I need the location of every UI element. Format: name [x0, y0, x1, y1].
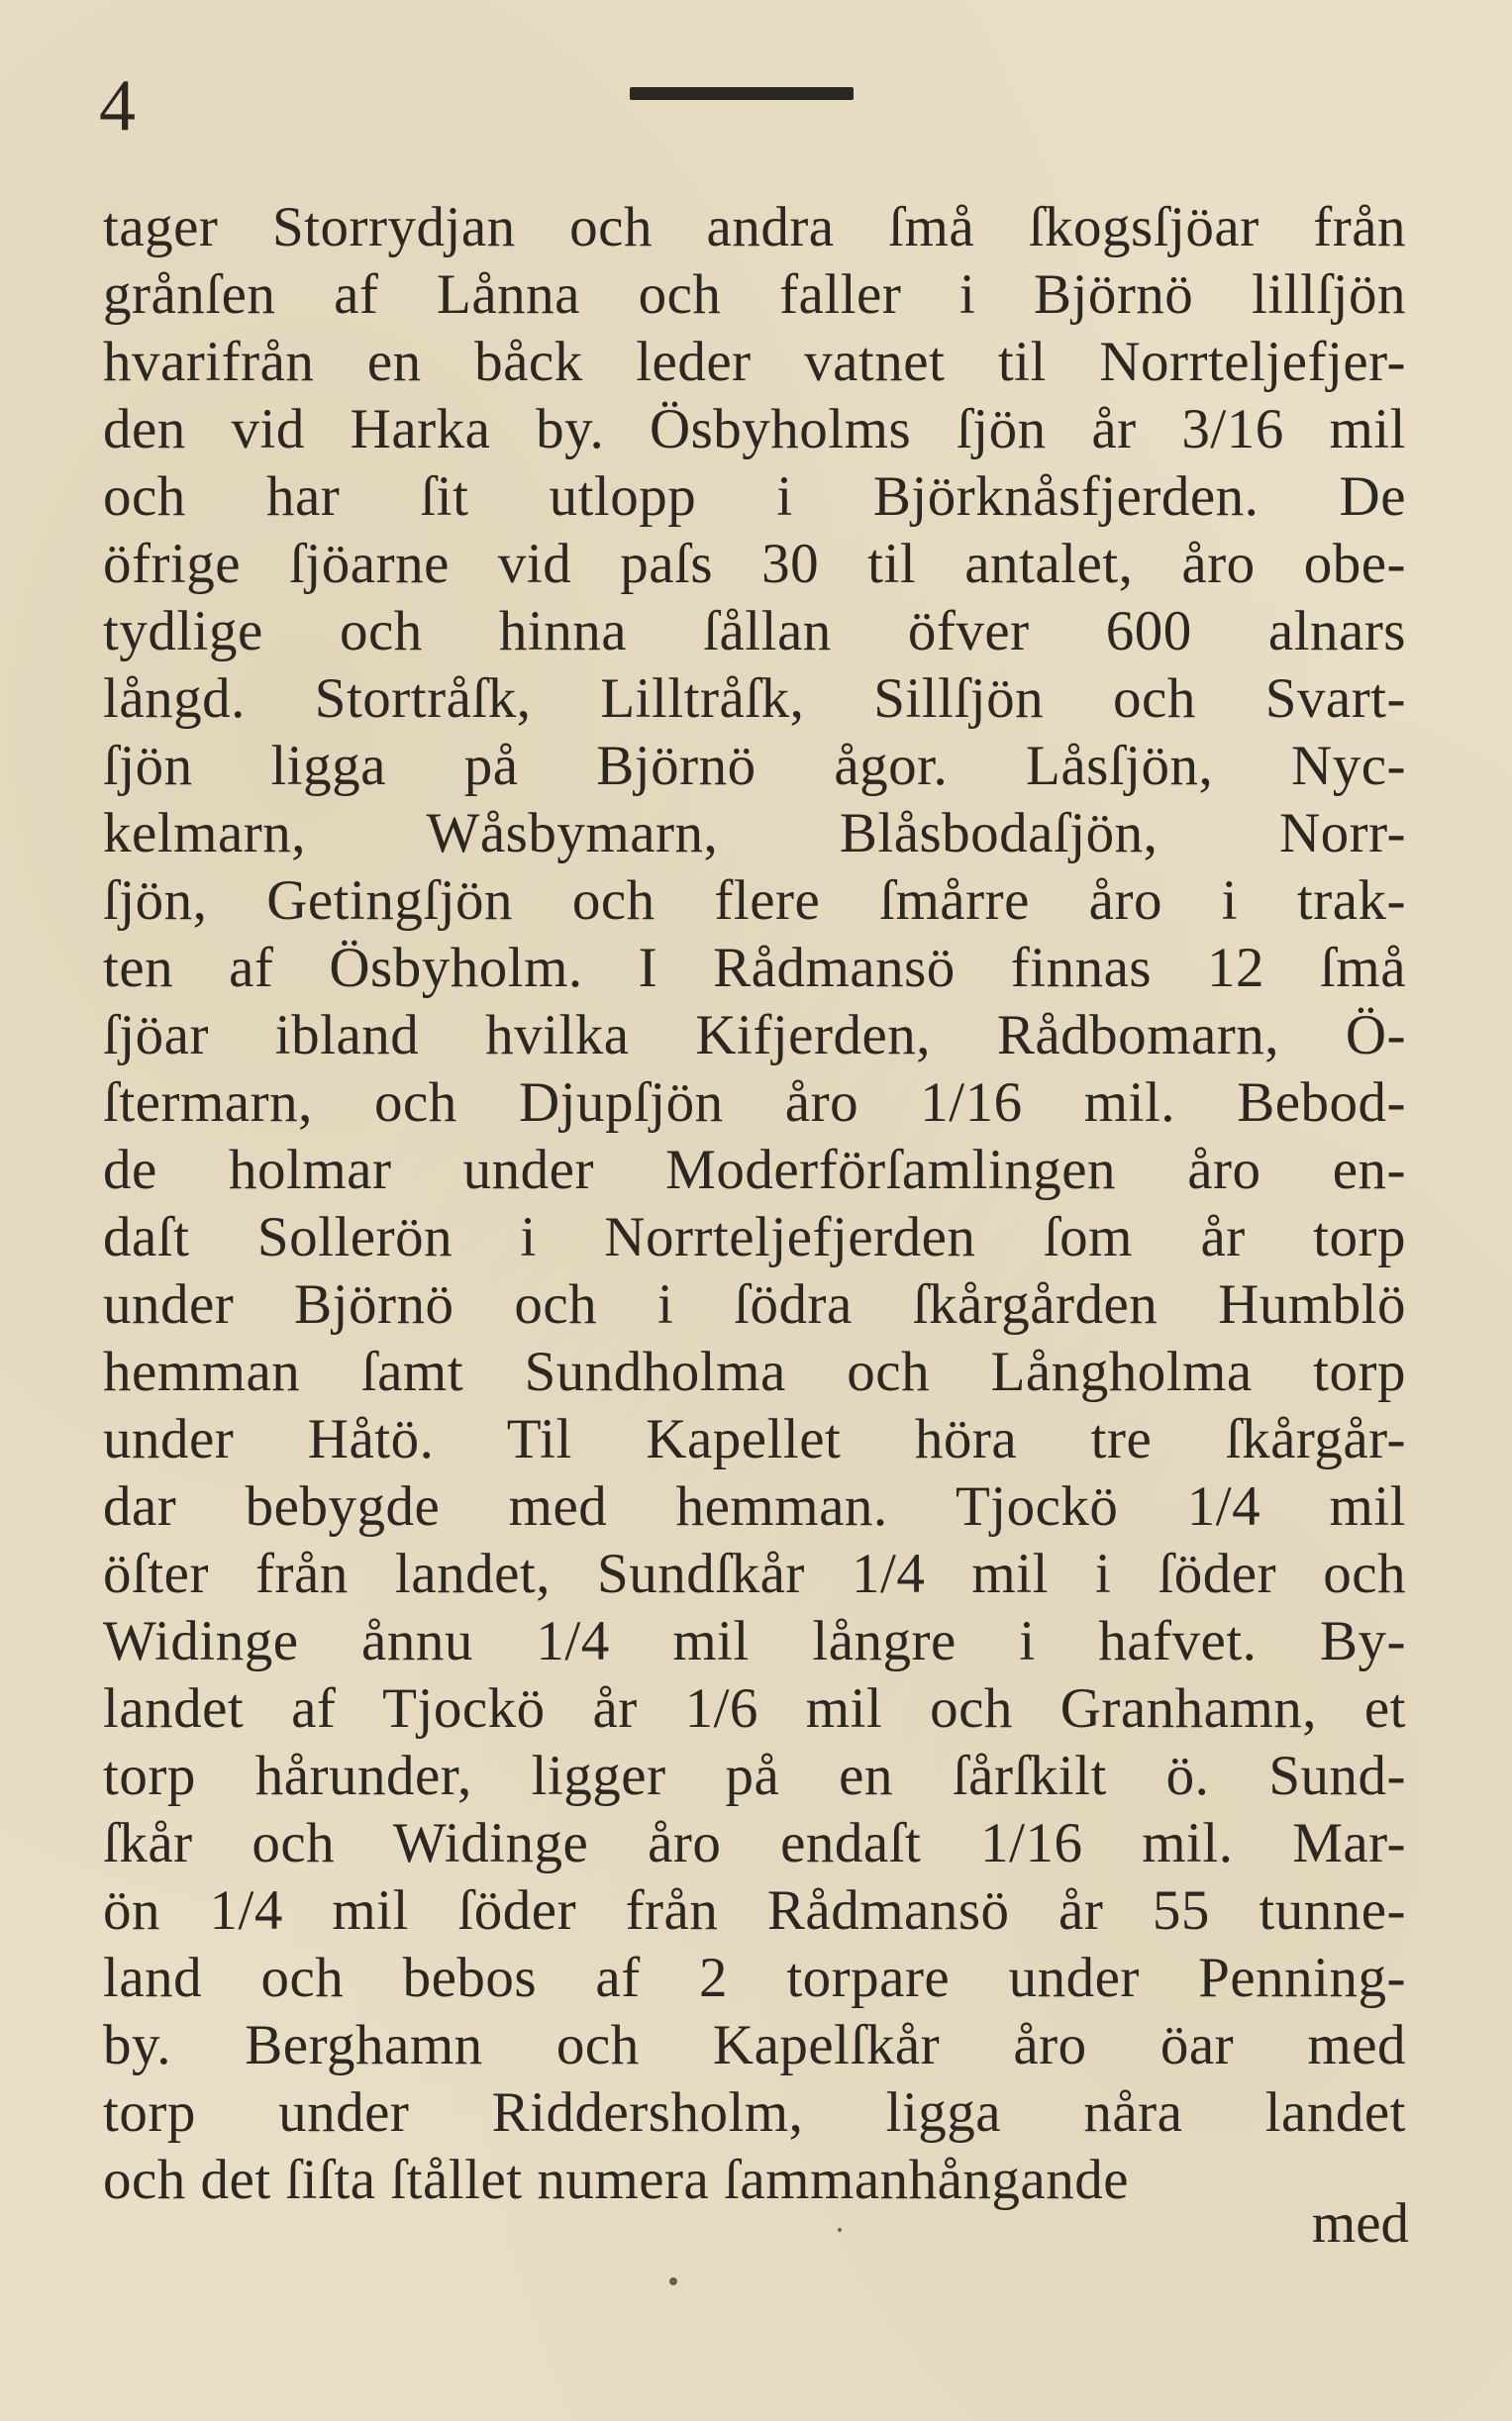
text-line: tydlige och hinna ſållan öfver 600 alnars: [103, 600, 1406, 662]
text-line: ten af Ösbyholm. I Rådmansö finnas 12 ſmå: [103, 937, 1406, 999]
text-line: öſter från landet, Sundſkår 1/4 mil i ſöder och: [103, 1543, 1406, 1605]
text-line: Widinge ånnu 1/4 mil långre i hafvet. By-: [103, 1610, 1406, 1672]
text-line: landet af Tjockö år 1/6 mil och Granhamn, et: [103, 1677, 1406, 1740]
text-line: den vid Harka by. Ösbyholms ſjön år 3/16 mil: [103, 398, 1406, 460]
text-line: ſjöar ibland hvilka Kifjerden, Rådbomarn, Ö-: [103, 1004, 1406, 1066]
text-line: ön 1/4 mil ſöder från Rådmansö år 55 tunne-: [103, 1879, 1406, 1942]
text-line: dar bebygde med hemman. Tjockö 1/4 mil: [103, 1475, 1406, 1538]
text-line: torp hårunder, ligger på en ſårſkilt ö. Sund-: [103, 1745, 1406, 1807]
text-line: ſjön, Getingſjön och flere ſmårre åro i trak-: [103, 869, 1406, 932]
text-line: hvarifrån en båck leder vatnet til Norrteljefjer-: [103, 331, 1406, 393]
text-line: ſkår och Widinge åro endaſt 1/16 mil. Mar-: [103, 1812, 1406, 1874]
body-text: [103, 194, 1406, 2214]
text-line: grånſen af Lånna och faller i Björnö lillſjön: [103, 263, 1406, 326]
page-number: 4: [99, 65, 136, 147]
text-line: och det ſiſta ſtållet numera ſammanhångande: [103, 2149, 1130, 2211]
ink-speck: [669, 2277, 677, 2285]
text-line: långd. Stortråſk, Lilltråſk, Sillſjön och Svart-: [103, 667, 1406, 730]
text-line: torp under Riddersholm, ligga nåra landet: [103, 2081, 1406, 2144]
ink-speck: [838, 2228, 842, 2232]
text-line: land och bebos af 2 torpare under Penning-: [103, 1947, 1406, 2009]
header-rule: [630, 87, 854, 100]
text-line: tager Storrydjan och andra ſmå ſkogsſjöar från: [103, 196, 1406, 258]
text-line: ſtermarn, och Djupſjön åro 1/16 mil. Bebod-: [103, 1071, 1406, 1134]
text-line: under Björnö och i ſödra ſkårgården Humblö: [103, 1273, 1406, 1336]
text-line: och har ſit utlopp i Björknåsfjerden. De: [103, 465, 1406, 528]
text-line: under Håtö. Til Kapellet höra tre ſkårgår-: [103, 1408, 1406, 1470]
text-line: daſt Sollerön i Norrteljefjerden ſom år torp: [103, 1206, 1406, 1268]
text-line: kelmarn, Wåsbymarn, Blåsbodaſjön, Norr-: [103, 802, 1406, 864]
catchword: med: [1311, 2192, 1409, 2255]
text-line: hemman ſamt Sundholma och Långholma torp: [103, 1341, 1406, 1403]
text-line: by. Berghamn och Kapelſkår åro öar med: [103, 2014, 1406, 2076]
text-line: öfrige ſjöarne vid paſs 30 til antalet, åro obe-: [103, 533, 1406, 595]
text-line: de holmar under Moderförſamlingen åro en-: [103, 1139, 1406, 1201]
text-line: ſjön ligga på Björnö ågor. Låsſjön, Nyc-: [103, 735, 1406, 797]
